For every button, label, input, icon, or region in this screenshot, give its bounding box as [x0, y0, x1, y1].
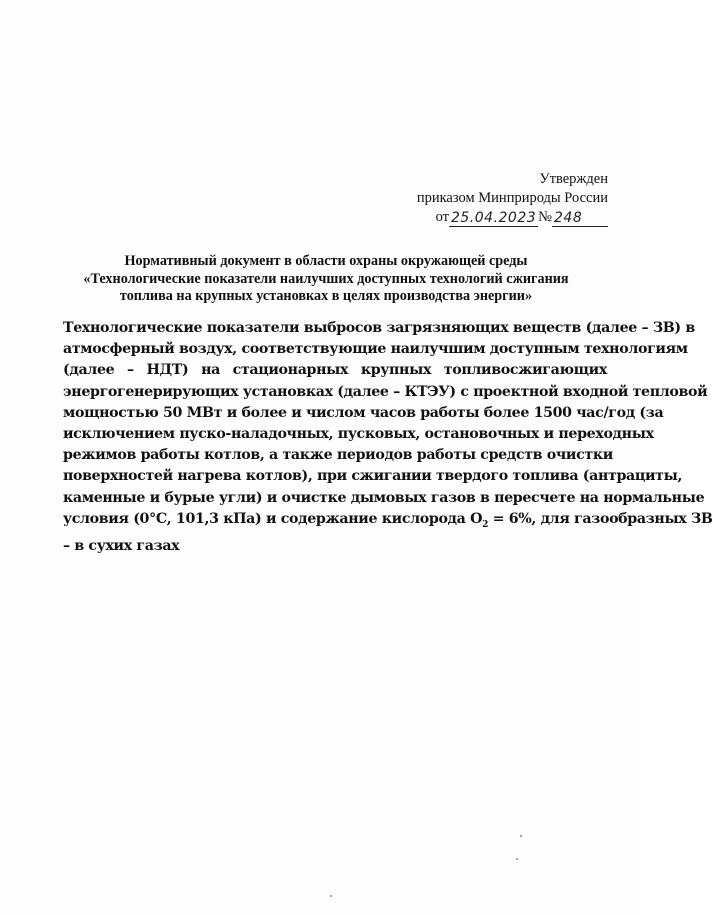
- body-word: крупных: [360, 362, 432, 379]
- body-text-fragment: условия (0°С, 101,3 кПа) и содержание кислорода O: [63, 510, 483, 527]
- body-line: Технологические показатели выбросов загрязняющих веществ (далее – ЗВ) в: [63, 320, 695, 336]
- body-line: режимов работы котлов, а также периодов работы средств очистки: [63, 447, 613, 464]
- title-line-3: топлива на крупных установках в целях производства энергии»: [119, 288, 533, 304]
- body-line: мощностью 50 МВт и более и числом часов работы более 1500 час/год (за: [63, 404, 664, 421]
- body-word: (далее: [63, 362, 115, 379]
- approval-block: [417, 170, 608, 227]
- subscript: 2: [482, 519, 489, 530]
- body-line-spread: [63, 360, 607, 381]
- title-line-1: Нормативный документ в области охраны окружающей среды: [124, 253, 528, 269]
- handwritten-date: 25.04.2023: [450, 210, 537, 226]
- number-prefix: №: [538, 209, 552, 225]
- body-word: стационарных: [232, 362, 349, 379]
- body-word: на: [201, 362, 220, 379]
- scan-speck: [520, 835, 522, 837]
- body-line: каменные и бурые угли) и очистке дымовых газов в пересчете на нормальные: [63, 489, 705, 506]
- body-paragraph: [63, 318, 713, 557]
- scan-speck: [330, 895, 332, 897]
- body-line: атмосферный воздух, соответствующие наилучшим доступным технологиям: [63, 341, 688, 358]
- title-line-2: «Технологические показатели наилучших доступных технологий сжигания: [83, 270, 569, 287]
- approval-line-approved: Утвержден: [539, 171, 608, 187]
- body-text-fragment: = 6%, для газообразных ЗВ: [488, 510, 713, 527]
- approval-line-date: [417, 208, 608, 227]
- body-word: –: [127, 362, 134, 379]
- body-line-last: – в сухих газах: [63, 537, 180, 554]
- body-line-oxygen: [63, 509, 713, 536]
- body-word: топливосжигающих: [443, 362, 607, 379]
- body-line: поверхностей нагрева котлов), при сжигании твердого топлива (антрациты,: [63, 468, 683, 485]
- body-line: исключением пуско-наладочных, пусковых, остановочных и переходных: [63, 426, 654, 443]
- date-prefix: от: [435, 209, 449, 225]
- document-title: [60, 253, 592, 306]
- handwritten-number: 248: [552, 211, 608, 227]
- scan-speck: [516, 858, 518, 860]
- approval-line-order: приказом Минприроды России: [416, 190, 608, 206]
- body-line: энергогенерирующих установках (далее – КТЭУ) с проектной входной тепловой: [63, 383, 708, 400]
- body-word: НДТ): [146, 362, 189, 379]
